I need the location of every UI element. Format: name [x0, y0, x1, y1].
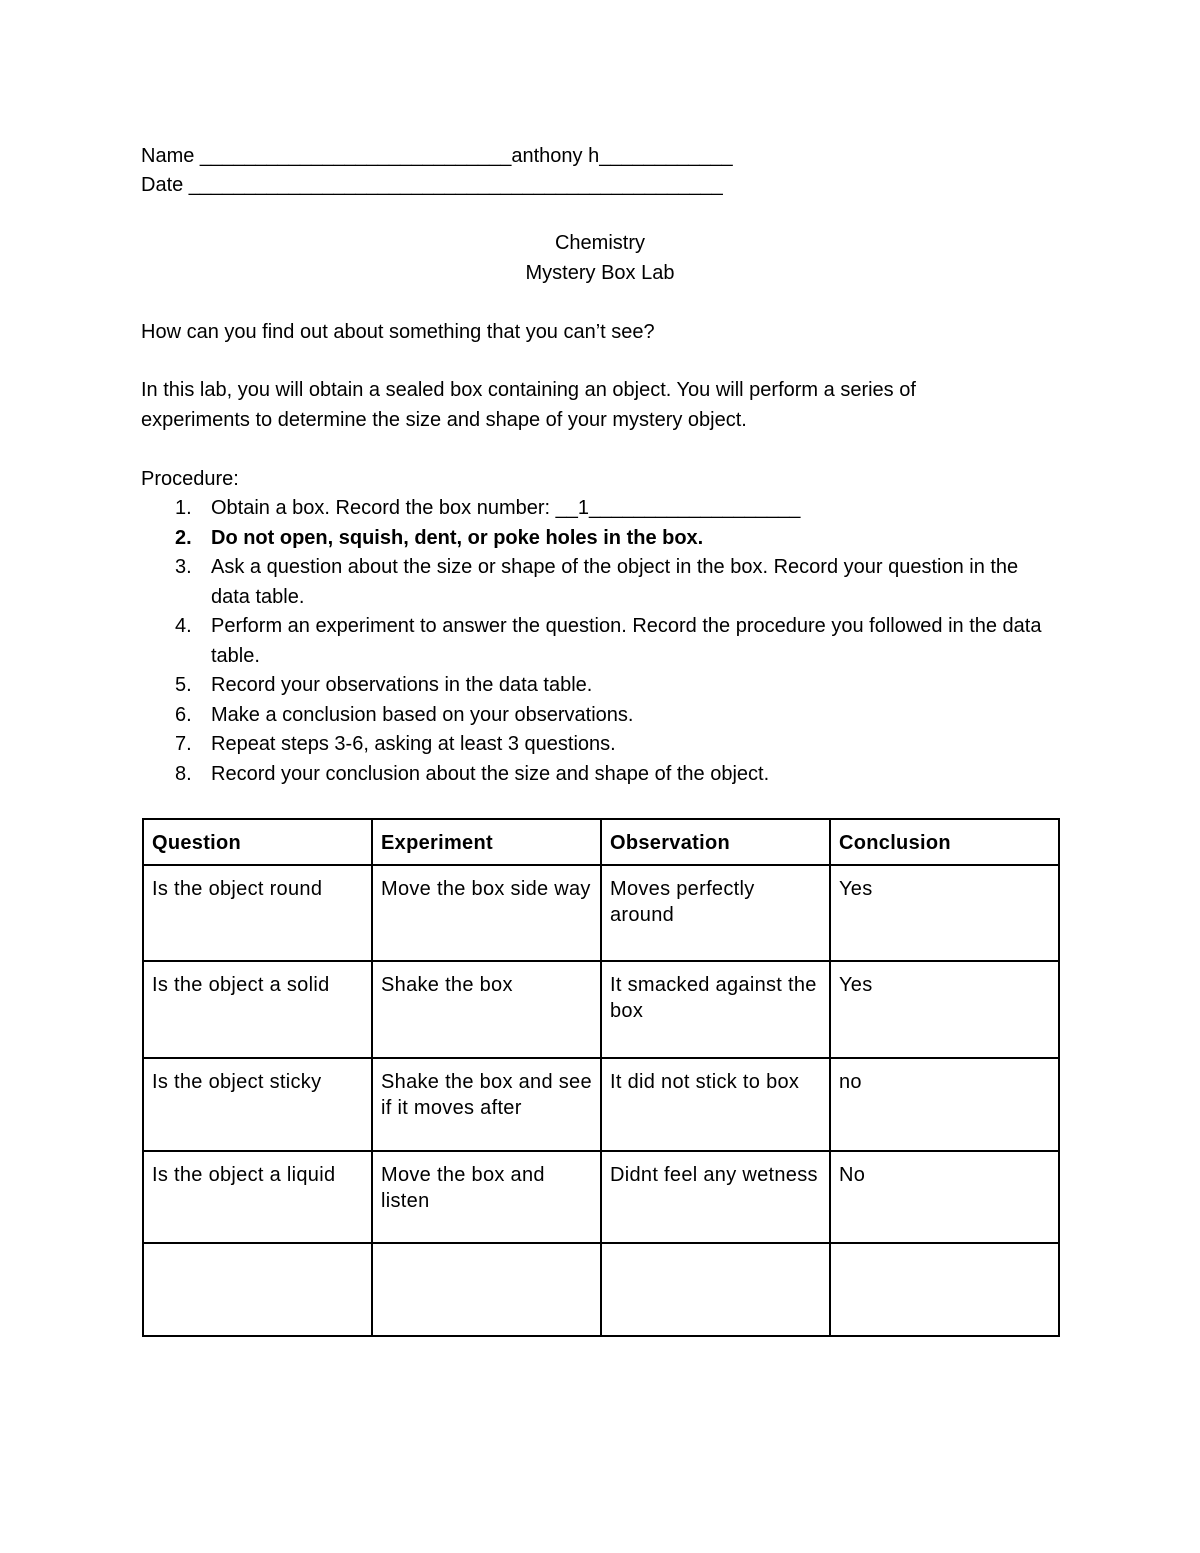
procedure-heading: Procedure: [141, 468, 239, 490]
subject-title: Chemistry [554, 232, 645, 254]
experiment-cell: Shake the box [372, 961, 601, 1058]
experiment-cell: Shake the box and see if it moves after [372, 1058, 601, 1151]
lab-title: Mystery Box Lab [525, 262, 675, 284]
conclusion-cell [830, 1243, 1059, 1336]
name-line: Name ____________________________anthony h____________ [141, 145, 733, 167]
conclusion-cell: Yes [830, 961, 1059, 1058]
question-cell [143, 1243, 372, 1336]
step-text: Record your observations in the data table. [211, 674, 593, 696]
header-experiment: Experiment [372, 819, 601, 865]
step-text: Do not open, squish, dent, or poke holes in the box. [211, 526, 704, 549]
step-number: 6. [175, 703, 192, 726]
procedure-step [141, 730, 1061, 760]
observation-cell: It did not stick to box [601, 1058, 830, 1151]
observation-cell: Didnt feel any wetness [601, 1151, 830, 1243]
step-number: 8. [175, 762, 192, 785]
procedure-step [141, 553, 1061, 612]
table-row-empty [143, 1243, 1059, 1336]
table-header-row [143, 819, 1059, 865]
observation-cell: It smacked against the box [601, 961, 830, 1058]
data-table [142, 818, 1060, 1337]
step-text: Make a conclusion based on your observations. [211, 703, 634, 726]
experiment-cell: Move the box and listen [372, 1151, 601, 1243]
step-text: Perform an experiment to answer the question. Record the procedure you followed in the data table. [211, 615, 1042, 667]
procedure-step [141, 671, 1061, 701]
procedure-steps [141, 494, 1061, 789]
step-number: 7. [175, 733, 192, 755]
table-row [143, 865, 1059, 961]
step-number: 3. [175, 556, 192, 578]
intro-question: How can you find out about something that you can’t see? [141, 321, 655, 343]
procedure-step [141, 760, 1061, 790]
intro-description: In this lab, you will obtain a sealed box containing an object. You will perform a series of experiments to determine the size and shape of your mystery object. [141, 379, 916, 431]
observation-cell [601, 1243, 830, 1336]
step-number: 1. [175, 497, 192, 519]
step-text: Record your conclusion about the size and shape of the object. [211, 762, 770, 785]
header-conclusion: Conclusion [830, 819, 1059, 865]
header-observation: Observation [601, 819, 830, 865]
experiment-cell: Move the box side way [372, 865, 601, 961]
table-row [143, 961, 1059, 1058]
step-text: Repeat steps 3-6, asking at least 3 questions. [211, 733, 616, 755]
question-cell: Is the object sticky [143, 1058, 372, 1151]
conclusion-cell: Yes [830, 865, 1059, 961]
step-number: 4. [175, 615, 192, 637]
conclusion-cell: No [830, 1151, 1059, 1243]
procedure-step [141, 524, 1061, 554]
observation-cell: Moves perfectly around [601, 865, 830, 961]
procedure-step [141, 701, 1061, 731]
question-cell: Is the object a liquid [143, 1151, 372, 1243]
step-text: Obtain a box. Record the box number: __1___________________ [211, 497, 801, 519]
table-row [143, 1151, 1059, 1243]
step-text: Ask a question about the size or shape of the object in the box. Record your question in the data table. [211, 556, 1019, 608]
question-cell: Is the object round [143, 865, 372, 961]
procedure-step [141, 612, 1061, 671]
procedure-step [141, 494, 1061, 524]
question-cell: Is the object a solid [143, 961, 372, 1058]
experiment-cell [372, 1243, 601, 1336]
date-line: Date ________________________________________________ [141, 174, 723, 196]
header-question: Question [143, 819, 372, 865]
conclusion-cell: no [830, 1058, 1059, 1151]
step-number: 5. [175, 674, 192, 696]
step-number: 2. [175, 526, 192, 549]
table-row [143, 1058, 1059, 1151]
